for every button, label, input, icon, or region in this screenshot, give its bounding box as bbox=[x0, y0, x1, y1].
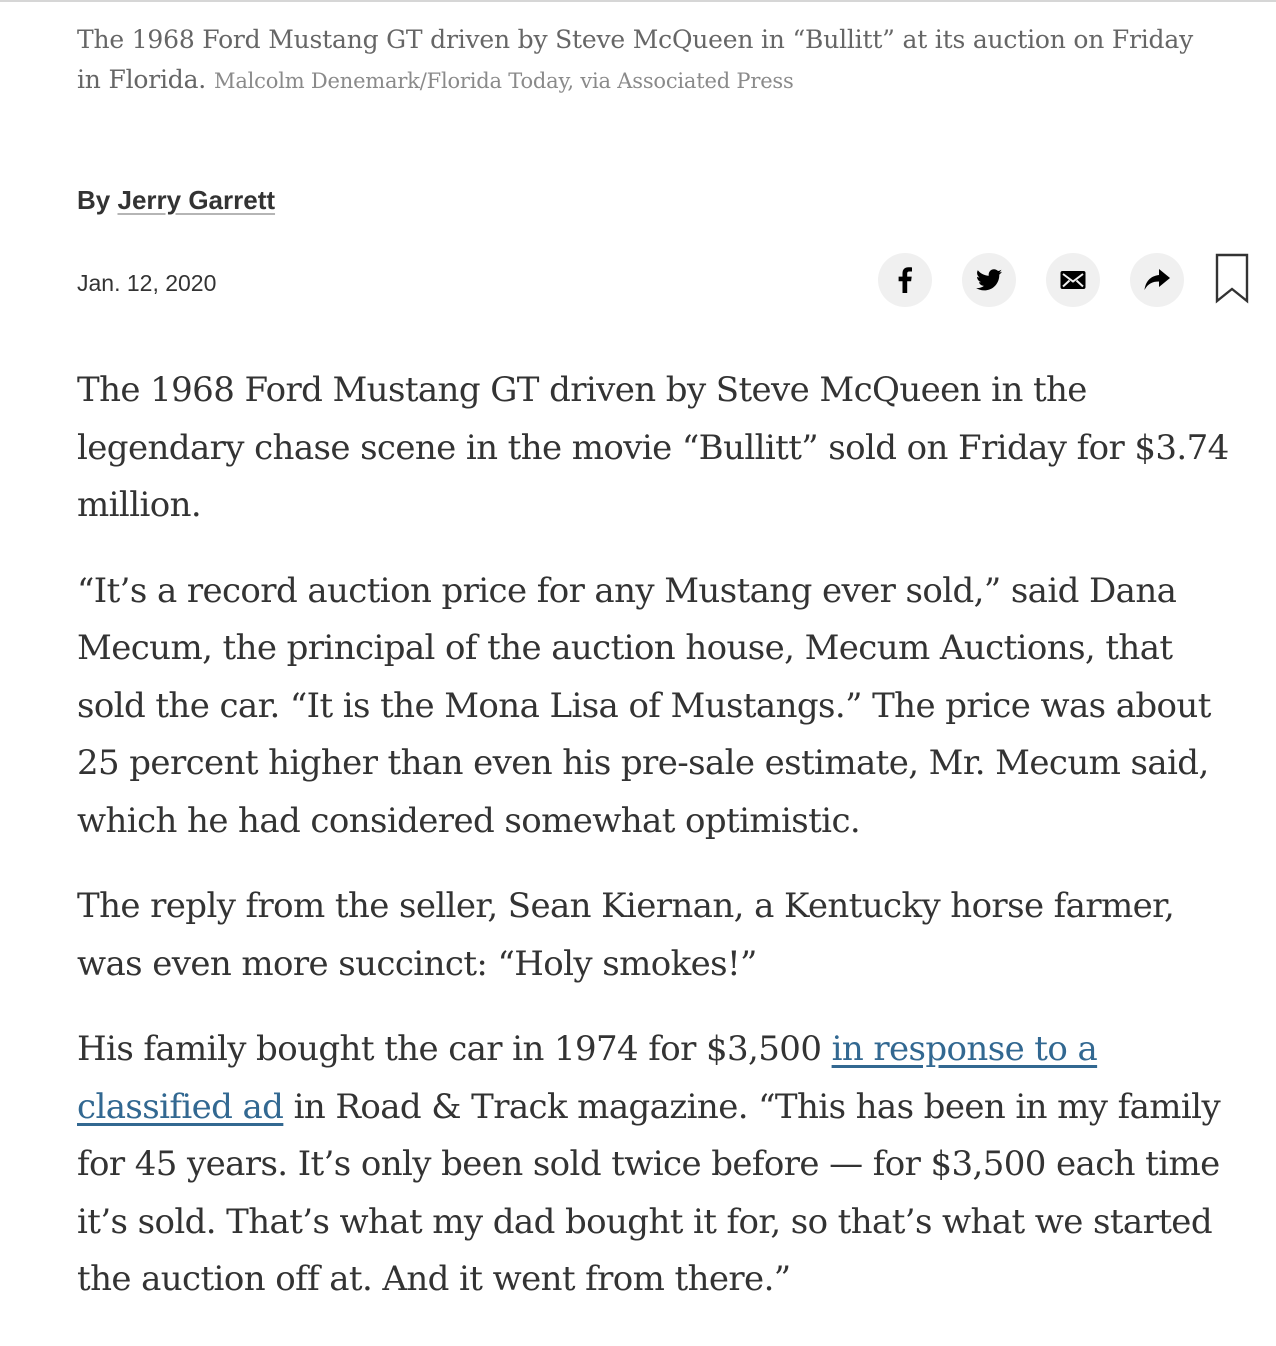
publish-date: Jan. 12, 2020 bbox=[77, 270, 217, 296]
byline bbox=[77, 182, 275, 218]
image-caption bbox=[77, 20, 1207, 101]
author-link[interactable]: Jerry Garrett bbox=[117, 185, 276, 215]
more-share-button[interactable] bbox=[1130, 253, 1184, 307]
facebook-icon bbox=[898, 267, 912, 293]
paragraph-4-rest: in Road & Track magazine. “This has been in my family for 45 years. It’s only been sold twice before — for $3,500 each time it’s sold. That’s what my dad bought it for, so that’s what we started the auction off at. And it went from there.” bbox=[77, 1086, 1221, 1299]
email-share-button[interactable] bbox=[1046, 253, 1100, 307]
share-icon bbox=[1144, 269, 1170, 291]
paragraph-4-lead: His family bought the car in 1974 for $3,500 bbox=[77, 1029, 822, 1069]
bookmark-icon bbox=[1215, 253, 1249, 305]
email-icon bbox=[1060, 270, 1086, 290]
facebook-share-button[interactable] bbox=[878, 253, 932, 307]
article-body bbox=[77, 362, 1249, 1337]
photo-credit: Malcolm Denemark/Florida Today, via Associated Press bbox=[214, 69, 794, 93]
bookmark-button[interactable] bbox=[1215, 253, 1249, 305]
byline-prefix: By bbox=[77, 185, 111, 215]
article-paragraph-1: The 1968 Ford Mustang GT driven by Steve McQueen in the legendary chase scene in the movie “Bullitt” sold on Friday for $3.74 million. bbox=[77, 370, 1229, 525]
twitter-share-button[interactable] bbox=[962, 253, 1016, 307]
caption-text: The 1968 Ford Mustang GT driven by Steve McQueen in “Bullitt” at its auction on Friday in Florida. bbox=[77, 25, 1193, 94]
article-paragraph-2: “It’s a record auction price for any Mustang ever sold,” said Dana Mecum, the principal of the auction house, Mecum Auctions, that sold the car. “It is the Mona Lisa of Mustangs.” The price was about 25 percent higher than even his pre-sale estimate, Mr. Mecum said, which he had considered somewhat optimistic. bbox=[77, 570, 1211, 841]
twitter-icon bbox=[976, 269, 1002, 291]
article-paragraph-3: The reply from the seller, Sean Kiernan, a Kentucky horse farmer, was even more succinct: “Holy smokes!” bbox=[77, 886, 1175, 984]
article-paragraph-4 bbox=[77, 1021, 1249, 1309]
classified-ad-link[interactable]: in response to a classified ad bbox=[77, 1029, 1098, 1127]
top-divider bbox=[0, 0, 1276, 2]
